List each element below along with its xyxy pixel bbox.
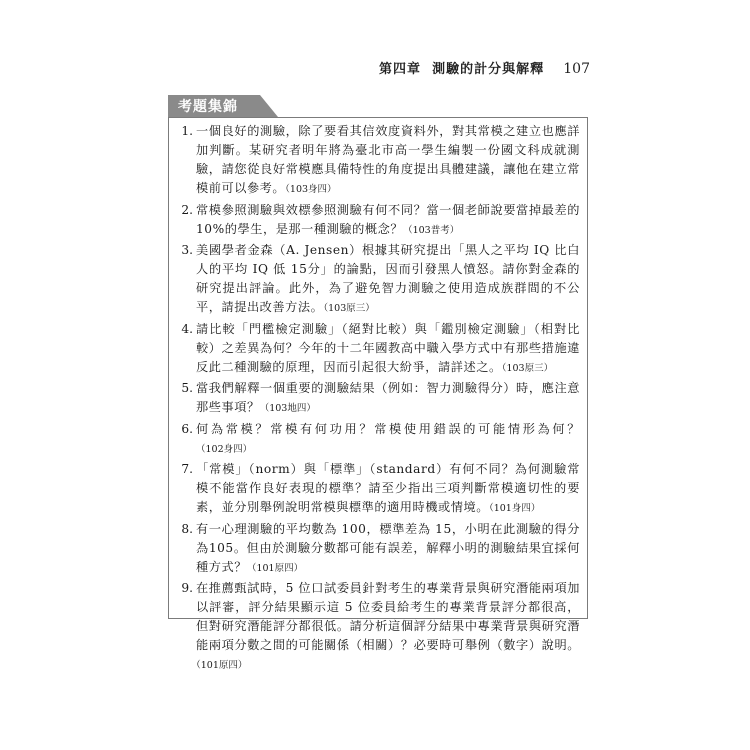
question-item	[172, 379, 580, 418]
question-source: （103普考）	[403, 224, 460, 236]
question-number: 5.	[181, 381, 193, 395]
question-source: （101原四）	[196, 660, 248, 671]
question-source: （101身四）	[488, 503, 541, 514]
question-text: 「常模」（norm）與「標準」（standard）有何不同？為何測驗常模不能當作良好表現的標準？請至少指出三項判斷常模適切性的要素，並分別舉例說明常模與標準的適用時機或情境。	[196, 462, 580, 514]
running-header	[379, 58, 590, 77]
question-number: 4.	[181, 321, 193, 336]
question-text: 當我們解釋一個重要的測驗結果（例如：智力測驗得分）時，應注意那些事項？	[196, 381, 580, 414]
question-item	[172, 460, 580, 518]
question-item	[172, 579, 580, 675]
question-source: （103地四）	[259, 403, 316, 414]
chapter-title: 測驗的計分與解釋	[432, 62, 545, 77]
question-text: 請比較「門檻檢定測驗」（絕對比較）與「鑑別檢定測驗」（相對比較）之差異為何？今年的十二年國教高中職入學方式中有那些措施違反此二種測驗的原理，因而引起很大紛爭，請詳述之。	[196, 321, 580, 374]
question-item	[172, 122, 580, 199]
question-source: （103身四）	[285, 184, 337, 195]
question-item	[172, 420, 580, 459]
page-number: 107	[563, 61, 590, 77]
section-tab	[168, 95, 278, 117]
question-source: （101原四）	[246, 562, 304, 574]
question-number: 6.	[181, 421, 193, 436]
question-number: 8.	[181, 521, 193, 536]
question-source: （102身四）	[196, 443, 253, 455]
question-list	[172, 122, 580, 677]
question-number: 1.	[181, 124, 193, 138]
question-text: 有一心理測驗的平均數為 100，標準差為 15，小明在此測驗的得分為105。但由於測驗分數都可能有誤差，解釋小明的測驗結果宜採何種方式？	[196, 521, 580, 574]
chapter-label: 第四章	[378, 62, 421, 77]
question-item	[172, 520, 580, 578]
question-item	[172, 241, 580, 318]
section-title: 考題集錦	[178, 99, 238, 115]
question-text: 在推薦甄試時，5 位口試委員針對考生的專業背景與研究潛能兩項加以評審，評分結果顯示這 5 位委員給考生的專業背景評分都很高，但對研究潛能評分都很低。請分析這個評分結果中專業背景與研究潛能兩項分數之間的可能關係（相關）？必要時可舉例（數字）說明。	[196, 581, 580, 652]
question-text: 美國學者金森（A. Jensen）根據其研究提出「黑人之平均 IQ 比白人的平均 IQ 低 15分」的論點，因而引發黑人憤怒。請你對金森的研究提出評論。此外，為了避免智力測驗之使用造成族群間的不公平，請提出改善方法。	[196, 243, 580, 314]
question-source: （103原三）	[323, 303, 375, 314]
question-item	[172, 201, 580, 240]
question-number: 2.	[181, 202, 193, 217]
question-text: 何為常模？常模有何功用？常模使用錯誤的可能情形為何？	[196, 421, 580, 436]
question-number: 7.	[181, 462, 193, 476]
question-source: （103原三）	[501, 362, 554, 374]
question-number: 9.	[181, 581, 193, 595]
question-text: 常模參照測驗與效標參照測驗有何不同？當一個老師說要當掉最差的10%的學生，是那一種測驗的概念？	[196, 202, 580, 236]
question-number: 3.	[181, 243, 193, 257]
question-item	[172, 320, 580, 378]
question-text: 一個良好的測驗，除了要看其信效度資料外，對其常模之建立也應詳加判斷。某研究者明年將為臺北市高一學生編製一份國文科成就測驗，請您從良好常模應具備特性的角度提出具體建議，讓他在建立常模前可以參考。	[196, 124, 580, 195]
